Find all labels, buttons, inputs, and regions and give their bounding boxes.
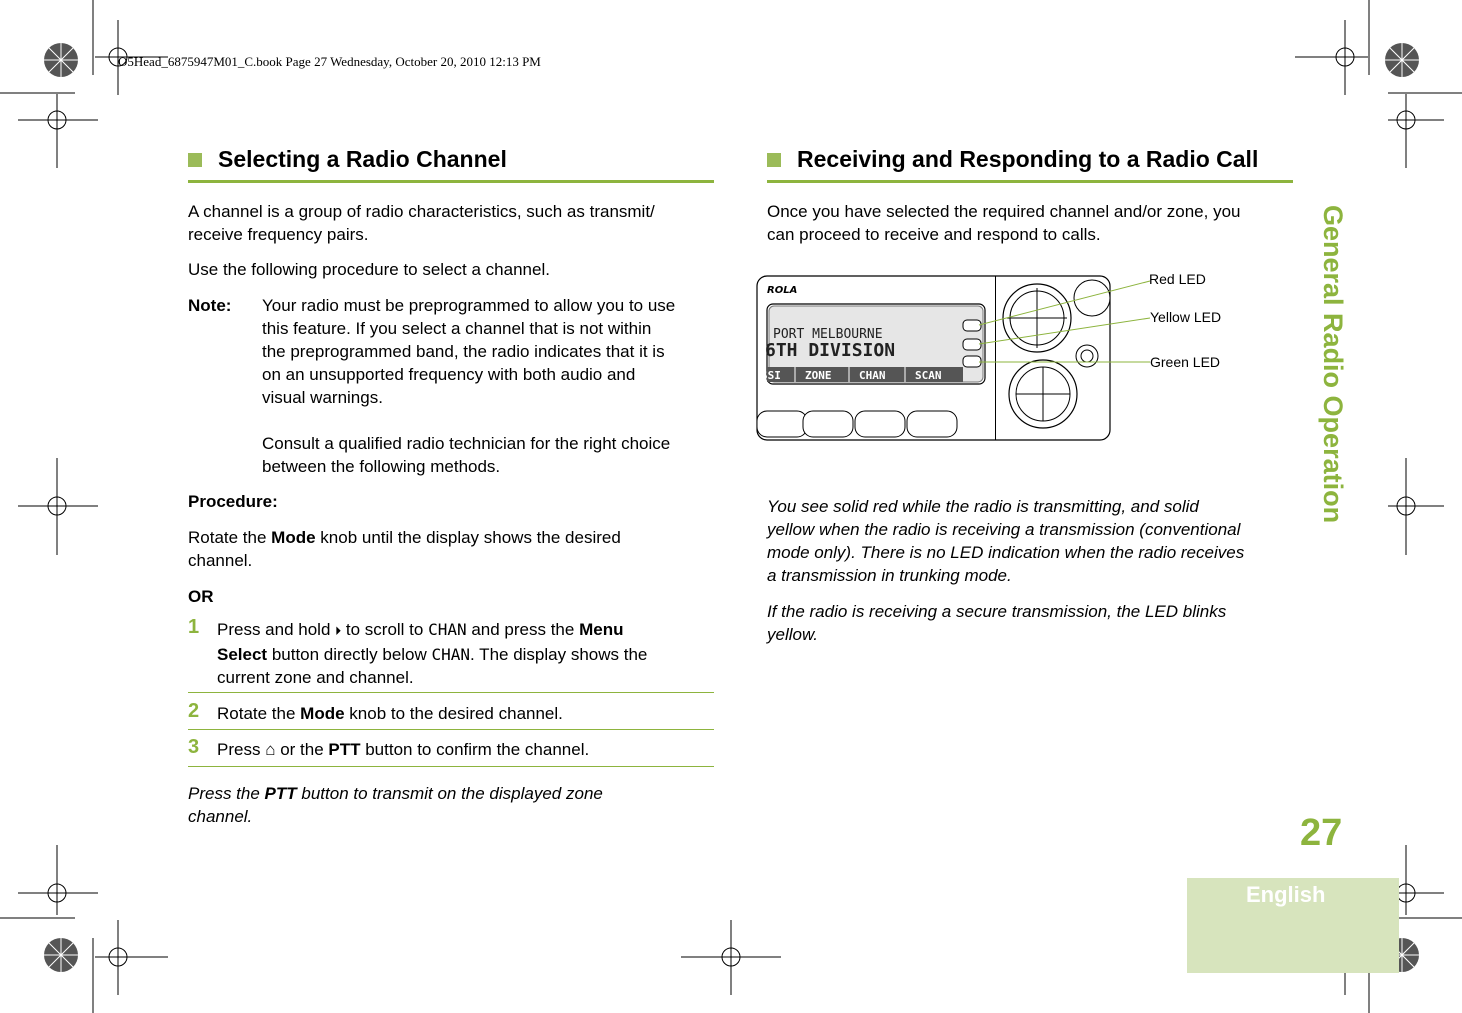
text: Press the	[188, 784, 265, 803]
lcd-chan: CHAN	[431, 645, 471, 664]
text-line: yellow.	[767, 625, 819, 644]
text: button directly below	[267, 645, 432, 664]
step-divider	[188, 729, 714, 730]
intro-paragraph	[188, 200, 718, 246]
text-line: this feature. If you select a channel that is not within	[262, 319, 652, 338]
book-header: O5Head_6875947M01_C.book Page 27 Wednesday, October 20, 2010 12:13 PM	[118, 54, 541, 69]
step-divider	[188, 692, 714, 693]
text-line: Consult a qualified radio technician for the right choice	[262, 434, 671, 453]
text: channel.	[188, 807, 253, 826]
chapter-title-vertical: General Radio Operation	[1318, 205, 1348, 524]
lcd-chan: CHAN	[428, 620, 467, 639]
text-line: between the following methods.	[262, 457, 501, 476]
heading-rule	[767, 180, 1293, 183]
softkey-zone: ZONE	[805, 369, 832, 382]
text: Press and hold	[217, 620, 336, 639]
text: knob to the desired channel.	[344, 704, 563, 723]
step-number: 1	[188, 616, 200, 638]
text: channel.	[188, 551, 253, 570]
step-1-text	[217, 618, 717, 689]
text-line: visual warnings.	[262, 388, 383, 407]
step-3-text	[217, 738, 589, 761]
section-heading-receiving-call	[767, 146, 1258, 173]
note-body	[262, 294, 722, 409]
callout-red-led: Red LED	[1149, 271, 1206, 287]
press-ptt-paragraph	[188, 782, 718, 828]
intro-line: receive frequency pairs.	[188, 225, 369, 244]
secure-transmission-note	[767, 600, 1297, 646]
text: or the	[275, 740, 329, 759]
text-line: on an unsupported frequency with both audio and	[262, 365, 636, 384]
language-tab-label: English	[1246, 882, 1326, 907]
mode-knob-label: Mode	[271, 528, 316, 547]
heading-bullet-icon	[188, 153, 202, 167]
radio-brand: ROLA	[767, 285, 798, 296]
note-label: Note:	[188, 296, 232, 315]
mode-knob-label: Mode	[300, 704, 345, 723]
text-line: You see solid red while the radio is transmitting, and solid	[767, 497, 1199, 516]
text: Rotate the	[217, 704, 301, 723]
text-line: Your radio must be preprogrammed to allow you to use	[262, 296, 676, 315]
procedure-label: Procedure:	[188, 492, 278, 511]
right-arrow-icon: ⏵	[335, 624, 342, 638]
text-line: yellow when the radio is receiving a transmission (conventional	[767, 520, 1241, 539]
text: Rotate the	[188, 528, 272, 547]
or-label: OR	[188, 587, 214, 606]
radio-front-panel-illustration	[761, 268, 1117, 448]
section-heading-selecting-channel	[188, 146, 507, 173]
intro-line: A channel is a group of radio characteristics, such as transmit/	[188, 202, 655, 221]
text: knob until the display shows the desired	[315, 528, 621, 547]
menu-label: Menu	[579, 620, 624, 639]
use-line: Use the following procedure to select a channel.	[188, 260, 550, 279]
heading-rule	[188, 180, 714, 183]
heading-text: Receiving and Responding to a Radio Call	[797, 146, 1259, 172]
text: . The display shows the	[470, 645, 648, 664]
led-explanation	[767, 495, 1297, 587]
text: current zone and channel.	[217, 668, 414, 687]
text-line: the preprogrammed band, the radio indicates that it is	[262, 342, 665, 361]
text: button to transmit on the displayed zone	[296, 784, 603, 803]
text: button to confirm the channel.	[360, 740, 590, 759]
intro-line: Once you have selected the required channel and/or zone, you	[767, 202, 1241, 221]
step-2-text	[217, 702, 563, 725]
lcd-line-1: PORT MELBOURNE	[773, 327, 883, 342]
rotate-instruction	[188, 526, 718, 572]
heading-text: Selecting a Radio Channel	[218, 146, 507, 172]
intro-line: can proceed to receive and respond to calls.	[767, 225, 1101, 244]
ptt-label: PTT	[264, 784, 297, 803]
note-body-2	[262, 432, 722, 478]
select-label: Select	[217, 645, 268, 664]
step-number: 2	[188, 700, 200, 722]
text-line: a transmission in trunking mode.	[767, 566, 1012, 585]
lcd-line-2: 6TH DIVISION	[765, 340, 896, 361]
step-divider	[188, 766, 714, 767]
text: Press	[217, 740, 266, 759]
intro-paragraph	[767, 200, 1297, 246]
text-line: mode only). There is no LED indication when the radio receives	[767, 543, 1245, 562]
softkey-scan: SCAN	[915, 369, 942, 382]
text: to scroll to	[341, 620, 429, 639]
callout-yellow-led: Yellow LED	[1150, 309, 1222, 325]
text: and press the	[466, 620, 580, 639]
text-line: If the radio is receiving a secure transmission, the LED blinks	[767, 602, 1227, 621]
ptt-label: PTT	[328, 740, 361, 759]
home-icon: ⌂	[265, 740, 276, 759]
page-number: 27	[1300, 812, 1343, 854]
softkey-chan: CHAN	[859, 369, 886, 382]
softkey-ssi: SSI	[761, 369, 781, 382]
callout-green-led: Green LED	[1150, 354, 1221, 370]
step-number: 3	[188, 736, 200, 758]
heading-bullet-icon	[767, 153, 781, 167]
